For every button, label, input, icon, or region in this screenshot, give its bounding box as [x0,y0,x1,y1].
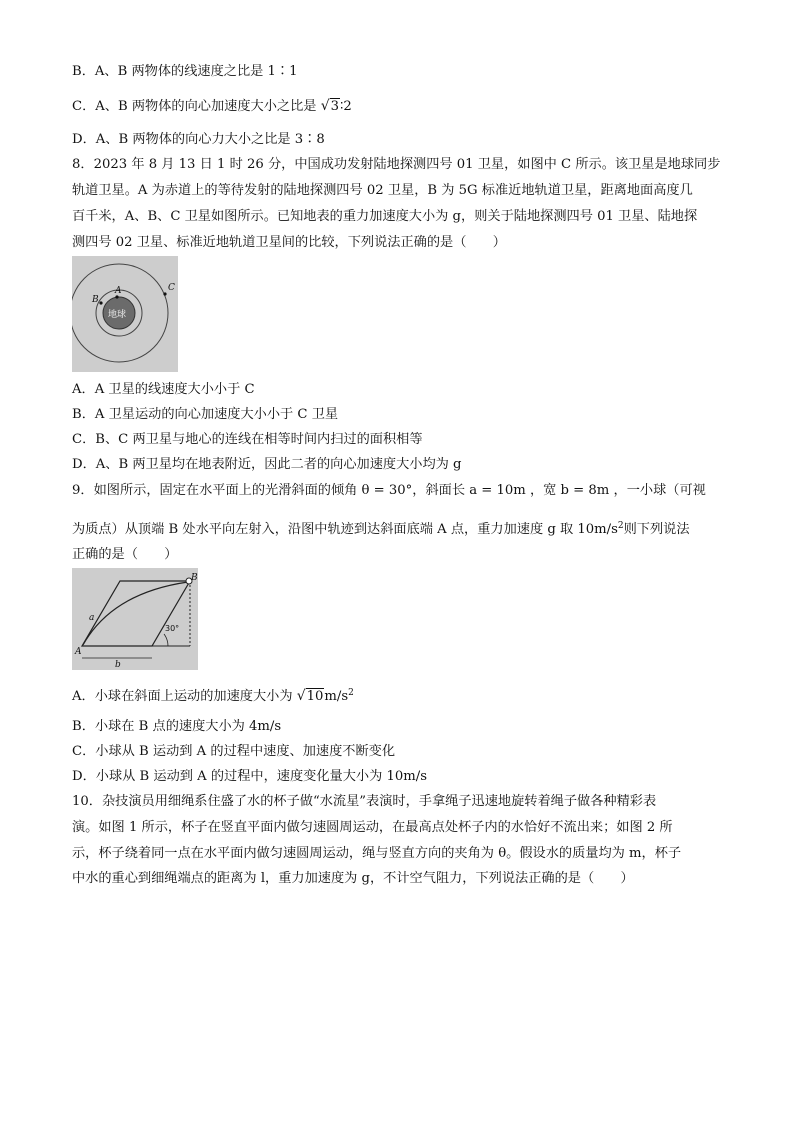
q7-option-b: B．A、B 两物体的线速度之比是 1∶1 [72,64,298,79]
q8-stem-line-1: 8．2023 年 8 月 13 日 1 时 26 分，中国成功发射陆地探测四号 01 卫星，如图中 C 所示。该卫星是地球同步 [72,157,721,172]
q9-option-a [72,684,354,706]
q7-option-d: D．A、B 两物体的向心力大小之比是 3∶8 [72,132,325,147]
q8-stem-line-4: 测四号 02 卫星、标准近地轨道卫星间的比较，下列说法正确的是（ ） [72,235,506,250]
orbit-diagram [72,256,178,372]
q9-stem-exponent: 2 [617,521,624,531]
q10-stem-line-3: 示，杯子绕着同一点在水平面内做匀速圆周运动，绳与竖直方向的夹角为 θ。假设水的质量均为 m，杯子 [72,846,682,861]
q8-option-c: C．B、C 两卫星与地心的连线在相等时间内扫过的面积相等 [72,432,423,447]
q10-stem-line-4: 中水的重心到细绳端点的距离为 l，重力加速度为 g，不计空气阻力，下列说法正确的是（ ） [72,871,634,886]
sqrt-symbol: √10 [296,688,324,704]
q9-stem-line-2-text: 为质点）从顶端 B 处水平向左射入，沿图中轨迹到达斜面底端 A 点，重力加速度 g 取 10m/s [72,522,618,537]
q9-stem-line-2 [72,517,690,539]
q8-stem-line-3: 百千米，A、B、C 卫星如图所示。已知地表的重力加速度大小为 g，则关于陆地探测四号 01 卫星、陆地探 [72,209,698,224]
q9-option-a-text: A．小球在斜面上运动的加速度大小为 [72,689,297,704]
q7-option-c [72,97,352,116]
label-c: C [168,283,175,293]
label-b: B [191,573,198,583]
q9-option-a-exponent: 2 [348,688,354,698]
label-angle: 30° [165,624,180,633]
earth-label: 地球 [108,310,127,320]
q9-stem-line-3: 正确的是（ ） [72,547,178,562]
satellite-c-dot [163,292,166,295]
q8-stem-line-2: 轨道卫星。A 为赤道上的等待发射的陆地探测四号 02 卫星，B 为 5G 标准近地轨道卫星，距离地面高度几 [72,183,693,198]
q8-option-d: D．A、B 两卫星均在地表附近，因此二者的向心加速度大小均为 g [72,457,462,472]
q8-option-b: B．A 卫星运动的向心加速度大小小于 C 卫星 [72,407,339,422]
sqrt-symbol: √3 [320,98,339,114]
q9-option-c: C．小球从 B 运动到 A 的过程中速度、加速度不断变化 [72,744,396,759]
q10-stem-line-1: 10．杂技演员用细绳系住盛了水的杯子做“水流星”表演时，手拿绳子迅速地旋转着绳子做各种精彩表 [72,794,657,809]
label-length-a: a [89,613,95,623]
q9-option-a-radicand: 10 [306,689,324,704]
q9-option-a-unit: m/s [324,689,349,704]
q7-option-c-text: C．A、B 两物体的向心加速度大小之比是 [72,99,321,114]
label-a-point: A [75,647,82,657]
q9-stem-line-1: 9．如图所示，固定在水平面上的光滑斜面的倾角 θ = 30°，斜面长 a = 10m ，宽 b = 8m ，一小球（可视 [72,483,706,498]
q7-option-c-radicand: 3 [330,99,339,114]
q8-option-a: A．A 卫星的线速度大小小于 C [72,382,255,397]
q7-option-c-ratio: ∶2 [340,99,352,114]
q9-option-b: B．小球在 B 点的速度大小为 4m/s [72,719,282,734]
incline-diagram [72,568,198,670]
label-a: A [115,286,122,296]
q9-option-d: D．小球从 B 运动到 A 的过程中，速度变化量大小为 10m/s [72,769,427,784]
label-b: B [92,295,99,305]
label-width-b: b [115,660,121,670]
q10-stem-line-2: 演。如图 1 所示，杯子在竖直平面内做匀速圆周运动，在最高点处杯子内的水恰好不流出来；如图 2 所 [72,820,673,835]
q9-incline-figure [72,568,198,670]
q9-stem-line-2-tail: 则下列说法 [623,522,690,537]
satellite-b-dot [99,301,102,304]
q8-orbit-figure [72,256,178,372]
